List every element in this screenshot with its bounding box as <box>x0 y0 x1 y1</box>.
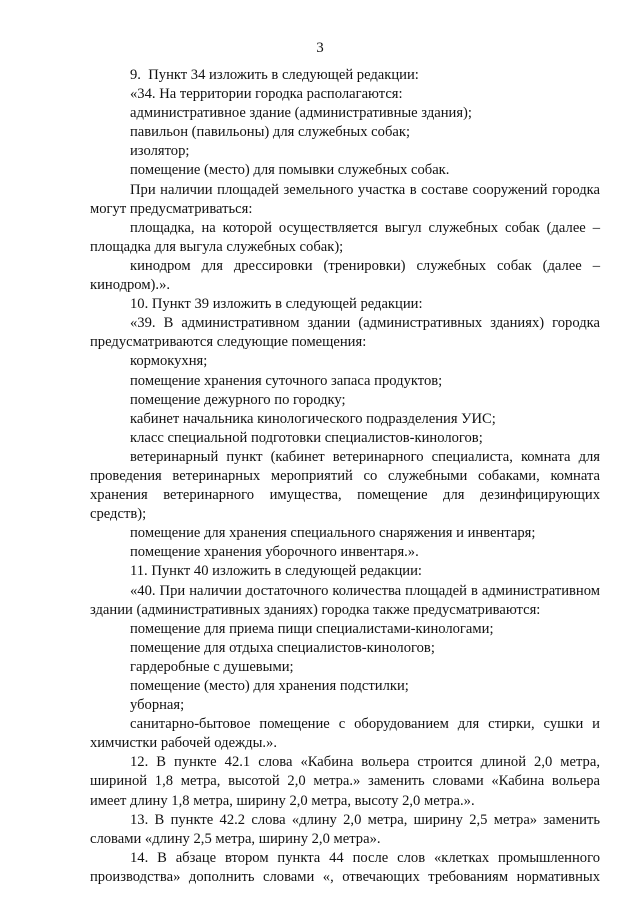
paragraph: 14. В абзаце втором пункта 44 после слов «клетках промышленного производства» дополнить словами «, отвечающих требованиям нормативных <box>90 849 600 885</box>
paragraph: кабинет начальника кинологического подразделения УИС; <box>130 410 496 427</box>
paragraph: помещение (место) для хранения подстилки; <box>130 678 409 694</box>
paragraph: кинодром для дрессировки (тренировки) служебных собак (далее – кинодром).». <box>90 257 600 294</box>
paragraph: класс специальной подготовки специалистов-кинологов; <box>130 429 483 446</box>
paragraph: помещение (место) для помывки служебных собак. <box>130 162 450 179</box>
paragraph: гардеробные с душевыми; <box>130 658 294 675</box>
paragraph: «34. На территории городка располагаются: <box>130 86 403 103</box>
paragraph: изолятор; <box>130 143 190 160</box>
paragraph: уборная; <box>130 697 185 714</box>
paragraph: 10. Пункт 39 изложить в следующей редакции: <box>130 296 423 313</box>
paragraph: площадка, на которой осуществляется выгул служебных собак (далее – площадка для выгула служебных собак); <box>90 219 600 255</box>
paragraph: «40. При наличии достаточного количества площадей в административном здании (административных зданиях) городка также предусматриваются: <box>90 582 600 618</box>
paragraph: 9. Пункт 34 изложить в следующей редакции: <box>130 67 419 83</box>
paragraph: «39. В административном здании (административных зданиях) городка предусматриваются следующие помещения: <box>90 315 600 351</box>
paragraph: помещение для приема пищи специалистами-кинологами; <box>130 620 494 637</box>
paragraph: 11. Пункт 40 изложить в следующей редакции: <box>130 563 422 580</box>
paragraph: ветеринарный пункт (кабинет ветеринарного специалиста, комната для проведения ветеринарных мероприятий со служебными собаками, комната хранения ветеринарного имущества, помещение для дезинфицирующих средств); <box>90 448 600 523</box>
paragraph: помещение хранения суточного запаса продуктов; <box>130 372 443 389</box>
paragraph: помещение для отдыха специалистов-кинологов; <box>130 639 435 656</box>
paragraph: 13. В пункте 42.2 слова «длину 2,0 метра, ширину 2,5 метра» заменить словами «длину 2,5 метра, ширину 2,0 метра». <box>90 811 600 847</box>
paragraph: помещение для хранения специального снаряжения и инвентаря; <box>130 525 536 542</box>
paragraph: помещение хранения уборочного инвентаря.». <box>130 544 419 561</box>
paragraph: 12. В пункте 42.1 слова «Кабина вольера строится длиной 2,0 метра, шириной 1,8 метра, высотой 2,0 метра.» заменить словами «Кабина вольера имеет длину 1,8 метра, ширину 2,0 метра, высоту 2,0 метра.». <box>90 754 600 809</box>
document-body <box>90 66 600 887</box>
paragraph: При наличии площадей земельного участка в составе сооружений городка могут предусматриваться: <box>90 181 600 217</box>
paragraph: санитарно-бытовое помещение с оборудованием для стирки, сушки и химчистки рабочей одежды.». <box>90 716 600 752</box>
paragraph: административное здание (административные здания); <box>130 105 472 122</box>
paragraph: кормокухня; <box>130 353 208 370</box>
paragraph: павильон (павильоны) для служебных собак; <box>130 124 410 141</box>
paragraph: помещение дежурного по городку; <box>130 391 346 408</box>
page-number: 3 <box>316 40 324 56</box>
